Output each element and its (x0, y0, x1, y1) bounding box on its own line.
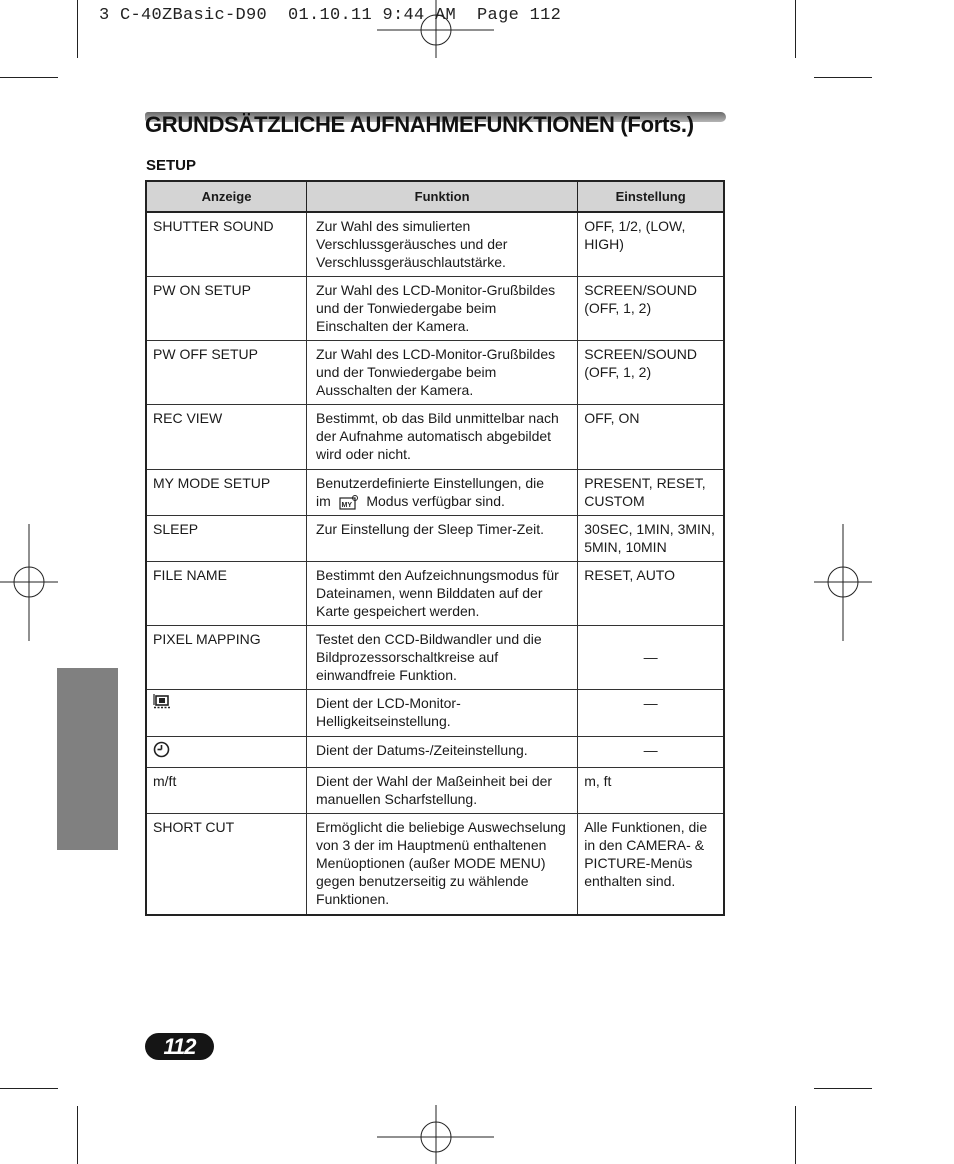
cell-einstellung: 30SEC, 1MIN, 3MIN, 5MIN, 10MIN (578, 516, 724, 562)
cell-funktion-text: Benutzerdefinierte Einstellungen, die (316, 475, 545, 491)
chapter-side-tab (57, 668, 118, 850)
cell-anzeige (146, 737, 307, 768)
cell-anzeige: FILE NAME (146, 562, 307, 626)
cell-funktion: Zur Wahl des LCD-Monitor-Grußbildes und der Tonwiedergabe beim Ausschalten der Kamera. (307, 341, 578, 405)
cell-funktion: Dient der Wahl der Maßeinheit bei der manuellen Scharfstellung. (307, 768, 578, 814)
cell-funktion: Zur Einstellung der Sleep Timer-Zeit. (307, 516, 578, 562)
column-header-funktion: Funktion (307, 181, 578, 212)
table-header-row (146, 181, 724, 212)
svg-text:MY: MY (341, 501, 352, 509)
cell-anzeige: MY MODE SETUP (146, 470, 307, 516)
table-row (146, 814, 724, 915)
cell-anzeige: PW OFF SETUP (146, 341, 307, 405)
cell-einstellung: OFF, 1/2, (LOW, HIGH) (578, 212, 724, 277)
crop-mark (77, 1106, 78, 1164)
table-row (146, 212, 724, 277)
page-title: GRUNDSÄTZLICHE AUFNAHMEFUNKTIONEN (Forts.) (145, 112, 694, 137)
crop-mark (0, 1088, 58, 1089)
table-row (146, 768, 724, 814)
registration-mark (377, 1105, 497, 1164)
cell-anzeige: m/ft (146, 768, 307, 814)
cell-einstellung: OFF, ON (578, 405, 724, 470)
print-header: 3 C-40ZBasic-D90 01.10.11 9:44 AM Page 112 (99, 6, 562, 25)
section-heading: SETUP (146, 157, 197, 174)
cell-funktion: Testet den CCD-Bildwandler und die Bildprozessorschaltkreise auf einwandfreie Funktion. (307, 626, 578, 690)
page-number-badge: 112 (145, 1033, 214, 1060)
cell-einstellung: RESET, AUTO (578, 562, 724, 626)
table-row (146, 341, 724, 405)
lcd-brightness-icon (153, 694, 171, 710)
cell-einstellung: — (578, 690, 724, 737)
cell-funktion-text: Modus verfügbar sind. (366, 493, 505, 509)
cell-einstellung: PRESENT, RESET, CUSTOM (578, 470, 724, 516)
cell-anzeige: SHUTTER SOUND (146, 212, 307, 277)
cell-einstellung: m, ft (578, 768, 724, 814)
cell-funktion: Benutzerdefinierte Einstellungen, die im MY Modus verfügbar sind. (307, 470, 578, 516)
cell-einstellung: — (578, 737, 724, 768)
cell-einstellung: — (578, 626, 724, 690)
crop-mark (0, 77, 58, 78)
registration-mark (814, 524, 874, 642)
clock-icon (153, 741, 170, 758)
crop-mark (814, 1088, 872, 1089)
cell-anzeige: SHORT CUT (146, 814, 307, 915)
table-row (146, 690, 724, 737)
crop-mark (77, 0, 78, 58)
cell-einstellung: SCREEN/SOUND (OFF, 1, 2) (578, 341, 724, 405)
cell-anzeige (146, 690, 307, 737)
cell-einstellung: SCREEN/SOUND (OFF, 1, 2) (578, 277, 724, 341)
cell-funktion: Zur Wahl des simulierten Verschlussgeräusches und der Verschlussgeräuschlautstärke. (307, 212, 578, 277)
cell-funktion: Dient der LCD-Monitor-Helligkeitseinstellung. (307, 690, 578, 737)
registration-mark (377, 0, 497, 60)
cell-anzeige: SLEEP (146, 516, 307, 562)
cell-anzeige: REC VIEW (146, 405, 307, 470)
table-row (146, 626, 724, 690)
table-row (146, 277, 724, 341)
cell-einstellung: Alle Funktionen, die in den CAMERA- & PICTURE-Menüs enthalten sind. (578, 814, 724, 915)
column-header-einstellung: Einstellung (578, 181, 724, 212)
my-mode-icon (339, 495, 359, 510)
cell-funktion: Ermöglicht die beliebige Auswechselung von 3 der im Hauptmenü enthaltenen Menüoptionen (außer MODE MENU) gegen benutzerseitig zu wählende Funktionen. (307, 814, 578, 915)
crop-mark (795, 1106, 796, 1164)
cell-anzeige: PW ON SETUP (146, 277, 307, 341)
table-row (146, 470, 724, 516)
cell-funktion: Bestimmt den Aufzeichnungsmodus für Dateinamen, wenn Bilddaten auf der Karte gespeichert werden. (307, 562, 578, 626)
column-header-anzeige: Anzeige (146, 181, 307, 212)
cell-anzeige: PIXEL MAPPING (146, 626, 307, 690)
cell-funktion: Zur Wahl des LCD-Monitor-Grußbildes und der Tonwiedergabe beim Einschalten der Kamera. (307, 277, 578, 341)
crop-mark (795, 0, 796, 58)
table-row (146, 737, 724, 768)
setup-table (145, 180, 725, 916)
registration-mark (0, 524, 60, 642)
cell-funktion: Dient der Datums-/Zeiteinstellung. (307, 737, 578, 768)
crop-mark (814, 77, 872, 78)
table-row (146, 516, 724, 562)
table-row (146, 562, 724, 626)
cell-funktion: Bestimmt, ob das Bild unmittelbar nach der Aufnahme automatisch abgebildet wird oder nicht. (307, 405, 578, 470)
table-row (146, 405, 724, 470)
